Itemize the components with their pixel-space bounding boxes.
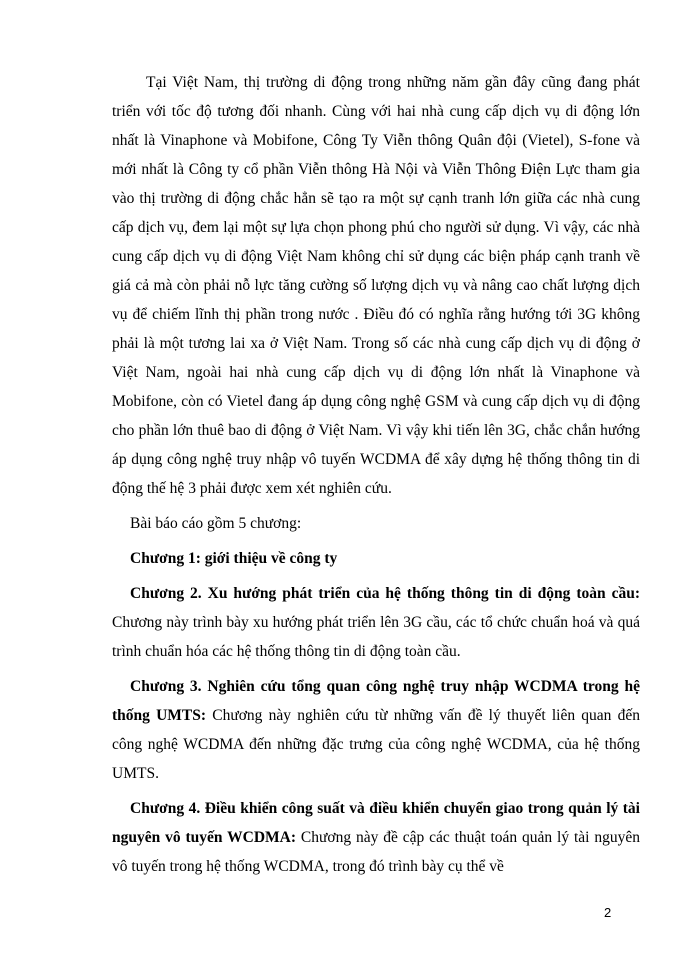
chapter-item-4 <box>112 794 640 881</box>
chapter-item-1 <box>112 544 640 573</box>
chapter-2-description: Chương này trình bày xu hướng phát triển lên 3G cầu, các tổ chức chuẩn hoá và quá trình chuẩn hóa các hệ thống thông tin di động toàn cầu. <box>112 614 640 660</box>
chapter-item-3 <box>112 672 640 788</box>
chapters-lead: Bài báo cáo gồm 5 chương: <box>130 515 302 532</box>
chapter-item-2 <box>112 579 640 666</box>
chapter-3-description: Chương này nghiên cứu từ những vấn đề lý thuyết liên quan đến công nghệ WCDMA đến những đặc trưng của công nghệ WCDMA, của hệ thống UMTS. <box>112 707 640 782</box>
chapter-1-title: Chương 1: giới thiệu về công ty <box>130 550 338 567</box>
chapter-3-title: Chương 3. Nghiên cứu tổng quan công nghệ truy nhập WCDMA trong hệ thống UMTS: <box>112 678 640 724</box>
chapter-4-title: Chương 4. Điều khiển công suất và điều khiển chuyển giao trong quản lý tài nguyên vô tuyến WCDMA: <box>112 800 640 846</box>
chapter-4-description: Chương này đề cập các thuật toán quản lý tài nguyên vô tuyến trong hệ thống WCDMA, trong đó trình bày cụ thể về <box>112 829 640 875</box>
intro-paragraph: Tại Việt Nam, thị trường di động trong những năm gần đây cũng đang phát triển với tốc độ tương đối nhanh. Cùng với hai nhà cung cấp dịch vụ di động lớn nhất là Vinaphone và Mobifone, Công Ty Viễn thông Quân đội (Vietel), S-fone và mới nhất là Công ty cổ phần Viễn thông Hà Nội và Viễn Thông Điện Lực tham gia vào thị trường di động chắc hẳn sẽ tạo ra một sự cạnh tranh lớn giữa các nhà cung cấp dịch vụ, đem lại một sự lựa chọn phong phú cho người sử dụng. Vì vậy, các nhà cung cấp dịch vụ di động Việt Nam không chỉ sử dụng các biện pháp cạnh tranh về giá cả mà còn phải nỗ lực tăng cường số lượng dịch vụ và nâng cao chất lượng dịch vụ để chiếm lĩnh thị phần trong nước . Điều đó có nghĩa rằng hướng tới 3G không phải là một tương lai xa ở Việt Nam. Trong số các nhà cung cấp dịch vụ di động ở Việt Nam, ngoài hai nhà cung cấp dịch vụ di động lớn nhất là Vinaphone và Mobifone, còn có Vietel đang áp dụng công nghệ GSM và cung cấp dịch vụ di động cho phần lớn thuê bao di động ở Việt Nam. Vì vậy khi tiến lên 3G, chắc chắn hướng áp dụng công nghệ truy nhập vô tuyến WCDMA để xây dựng hệ thống thông tin di động thế hệ 3 phải được xem xét nghiên cứu. <box>112 74 640 497</box>
page-number: 2 <box>604 905 612 920</box>
chapter-2-title: Chương 2. Xu hướng phát triển của hệ thống thông tin di động toàn cầu: <box>130 585 640 602</box>
document-body <box>112 68 640 881</box>
